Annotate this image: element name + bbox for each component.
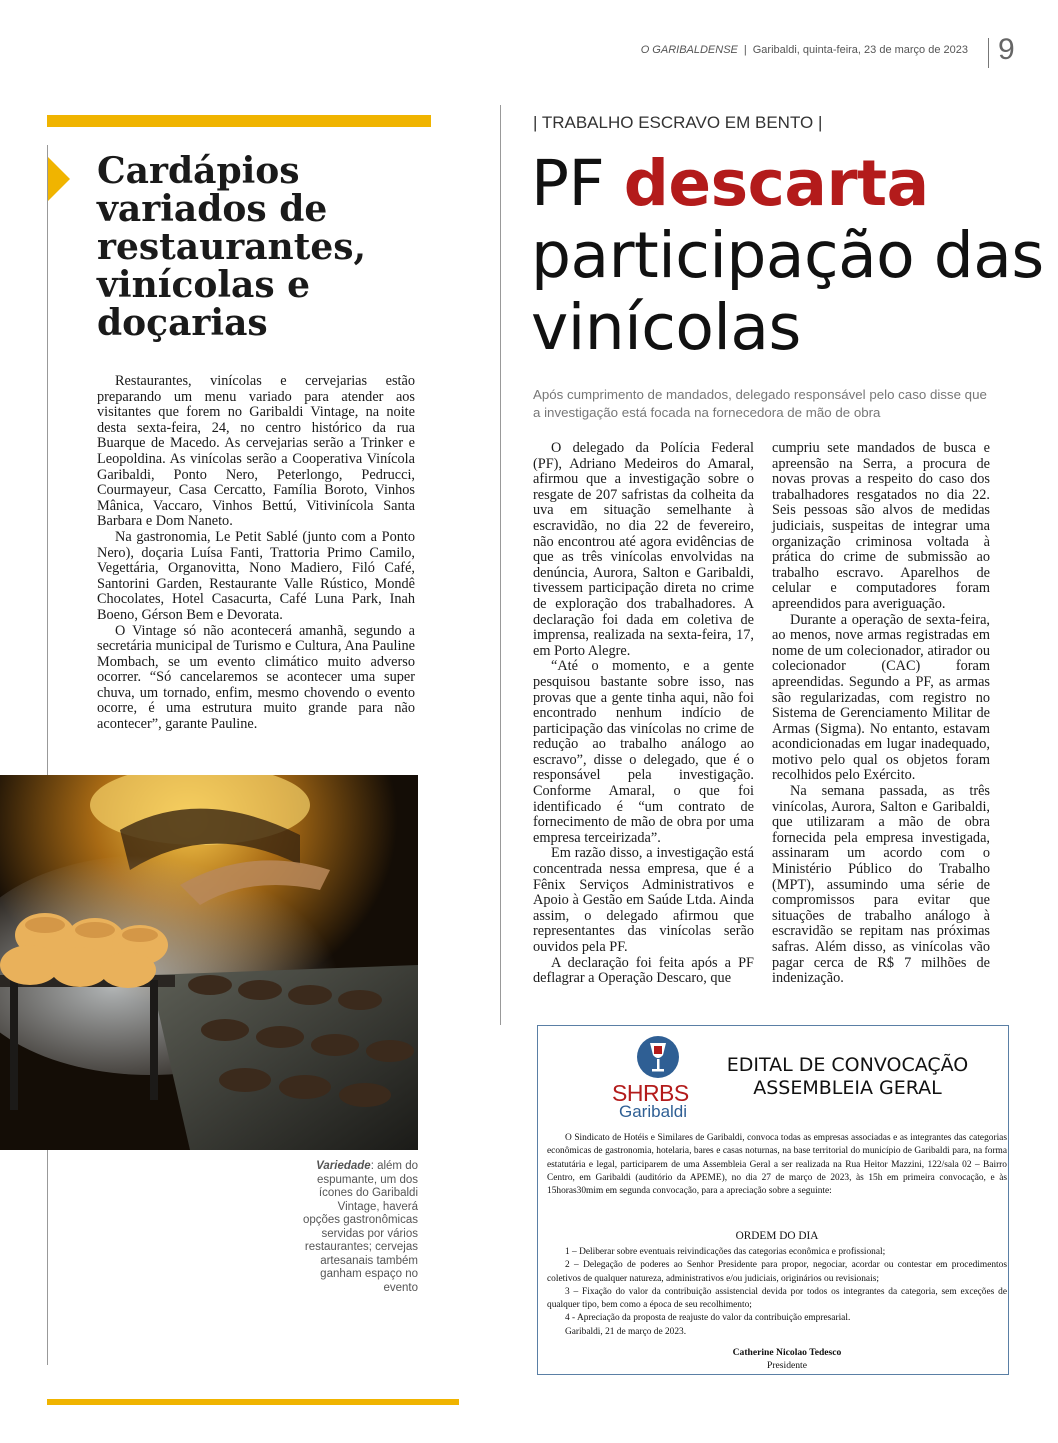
accent-bar-top [47,115,431,127]
notice-title-line2: ASSEMBLEIA GERAL [753,1077,942,1099]
logo-city: Garibaldi [619,1102,688,1121]
left-column-rule [47,145,48,1365]
signatory-role: Presidente [767,1360,807,1371]
notice-body [547,1132,1007,1198]
page-number: 9 [998,33,1015,66]
shrbs-logo-icon [636,1035,680,1079]
headline-highlight: descarta [623,147,929,220]
logo-name: SHRBS [612,1080,689,1106]
food-grill-photo [0,775,418,1150]
header-separator: | [743,44,747,56]
page-header [641,44,968,56]
notice-date: Garibaldi, 21 de março de 2023. [565,1326,687,1337]
headline-part2: participação das vinícolas [531,219,1044,364]
headline-part1: PF [531,147,624,220]
agenda-heading: ORDEM DO DIA [735,1230,819,1242]
paragraph: Durante a operação de sexta-feira, ao menos, nove armas registradas em nome de um colecionador, atirador ou colecionador (CAC) foram apreendidas. Segundo a PF, as armas são regularizadas, com registro no Sistema de Gerenciamento Militar de Armas (Sigma). No entanto, estavam acondicionadas em lugar inadequado, motivo pelo qual os objetos foram recolhidos pelo Exército. [772,611,990,784]
signatory-name: Catherine Nicolao Tedesco [732,1347,842,1358]
article-deck: Após cumprimento de mandados, delegado responsável pelo caso disse que a investigação está focada na fornecedora de mão de obra [533,387,987,420]
paragraph: “Até o momento, e a gente pesquisou bastante sobre isso, nas provas que a gente tinha aqui, não foi encontrado nenhum indício de participação das vinícolas no crime de redução ao trabalho análogo ao escravo”, disse o delegado, que é o responsável pela investigação. Conforme Amaral, o que foi identificado é “um contrato de fornecimento de mão de obra por uma empresa terceirizada”. [533,658,754,846]
paragraph: cumpriu sete mandados de busca e apreensão na Serra, a procura de novas provas a respeito do caso dos trabalhadores resgatados no dia 22. Seis pessoas são alvos de medidas judiciais, suspeitas de integrar uma organização criminosa voltada à prática do crime de submissão ao trabalho escravo. Aparelhos de celular e computadores foram apreendidos para averiguação. [772,440,990,612]
article-kicker: | TRABALHO ESCRAVO EM BENTO | [533,113,823,132]
notice-paragraph: O Sindicato de Hotéis e Similares de Garibaldi, convoca todas as empresas associadas e as integrantes das categorias econômicas de gastronomia, hotelaria, bares e casas noturnas, na base territorial do município de Garibaldi para, na forma estatutária e legal, participarem de uma Assembleia Geral a ser realizada na Rua Heitor Mazzini, 122/sala 02 – Bairro Centro, em Garibaldi (auditório da APEME), no dia 27 de março de 2023, às 15h em primeira convocação, e às 15horas30mim em segunda convocação, para a apreciação sobre a seguinte: [547,1133,1007,1197]
center-column-rule [500,105,501,1025]
agenda-item: 3 – Fixação do valor da contribuição assistencial devida por todos os integrantes da categoria, sem exceções de qualquer tipo, bem como a época de seu recolhimento; [547,1286,1007,1311]
photo-caption [300,1160,418,1295]
agenda-item: 4 - Apreciação da proposta de reajuste do valor da contribuição empresarial. [565,1313,851,1324]
paragraph: O Vintage só não acontecerá amanhã, segundo a secretária municipal de Turismo e Cultura, Ana Pauline Mombach, se um evento climático muito adverso ocorrer. “Só cancelaremos se acontecer uma super chuva, um tornado, enfim, mesmo chovendo o evento ocorre, é uma estrutura muito grande para não acontecer”, garante Pauline. [97,622,415,733]
article-column-1 [533,441,754,987]
agenda-list [547,1246,1007,1339]
article-headline [531,148,1051,364]
paragraph: Em razão disso, a investigação está concentrada nessa empresa, que é a Fênix Serviços Administrativos e Apoio à Gestão em Saúde Ltda. Ainda assim, o delegado afirmou que representantes das vinícolas serão ouvidos pela PF. [533,845,754,955]
article-column-2 [772,441,990,987]
paragraph: Restaurantes, vinícolas e cervejarias estão preparando um menu variado para atender aos visitantes que forem no Garibaldi Vintage, na noite desta sexta-feira, 24, no centro histórico da rua Buarque de Macedo. As cervejarias serão a Trinker e Leopoldina. As vinícolas serão a Cooperativa Vinícola Garibaldi, Ponto Nero, Peterlongo, Pedrucci, Courmayeur, Casa Cercatto, Família Boroto, Vinhos Mânica, Vaccaro, Vinhos Bettú, Vitivinícola Santa Barbara e Dom Naneto. [97,373,415,530]
left-article-title: Cardápios variados de restaurantes, vinícolas e doçarias [97,150,367,344]
accent-bar-bottom [47,1399,459,1405]
notice-title-line1: EDITAL DE CONVOCAÇÃO [726,1054,969,1076]
paragraph: Na gastronomia, Le Petit Sablé (junto com a Ponto Nero), doçaria Luísa Fanti, Trattoria Primo Camilo, Vegettária, Organovitta, Nono Madiero, Filó Café, Santorini Garden, Restaurante Valle Rústico, Mondê Chocolates, Hotel Casacurta, Café Luna Park, Inah Boeno, Gérson Bem e Devorata. [97,528,415,623]
paragraph: O delegado da Polícia Federal (PF), Adriano Medeiros do Amaral, afirmou que a investigação sobre o resgate de 207 safristas da colheita da uva em situação semelhante à escravidão, no dia 22 de fevereiro, não encontrou até agora evidências de que as três vinícolas envolvidas na denúncia, Aurora, Salton e Garibaldi, tivessem participação direta no crime de exploração dos trabalhadores. A declaração foi dada em coletiva de imprensa, realizada na sexta-feira, 17, em Porto Alegre. [533,440,754,659]
notice-title [705,1054,990,1100]
agenda-item: 2 – Delegação de poderes ao Senhor Presidente para propor, negociar, acordar ou contestar em procedimentos coletivos de qualquer natureza, administrativos e/ou judiciais, originários ou revisionais; [547,1260,1007,1284]
caption-text: : além do espumante, um dos ícones do Garibaldi Vintage, haverá opções gastronômicas servidas por vários restaurantes; cervejas artesanais também ganham espaço no evento [302,1160,418,1294]
dateline: Garibaldi, quinta-feira, 23 de março de 2023 [752,44,968,56]
paragraph: Na semana passada, as três vinícolas, Aurora, Salton e Garibaldi, que utilizaram a mão de obra fornecida pela empresa investigada, assinaram um acordo com o Ministério Público do Trabalho (MPT), assumindo uma série de compromissos para evitar que situações de trabalho análogo à escravidão se repitam nas próximas safras. Além disso, as vinícolas vão pagar cerca de R$ 7 milhões de indenização. [772,783,990,987]
left-article-body [97,374,415,733]
paragraph: A declaração foi feita após a PF deflagrar a Operação Descaro, que [533,954,754,987]
publication-name: O GARIBALDENSE [640,44,738,56]
agenda-item: 1 – Deliberar sobre eventuais reivindicações das categorias econômica e profissional; [565,1247,886,1257]
caption-label: Variedade [316,1160,371,1172]
header-rule [988,38,989,68]
accent-triangle [48,157,70,201]
